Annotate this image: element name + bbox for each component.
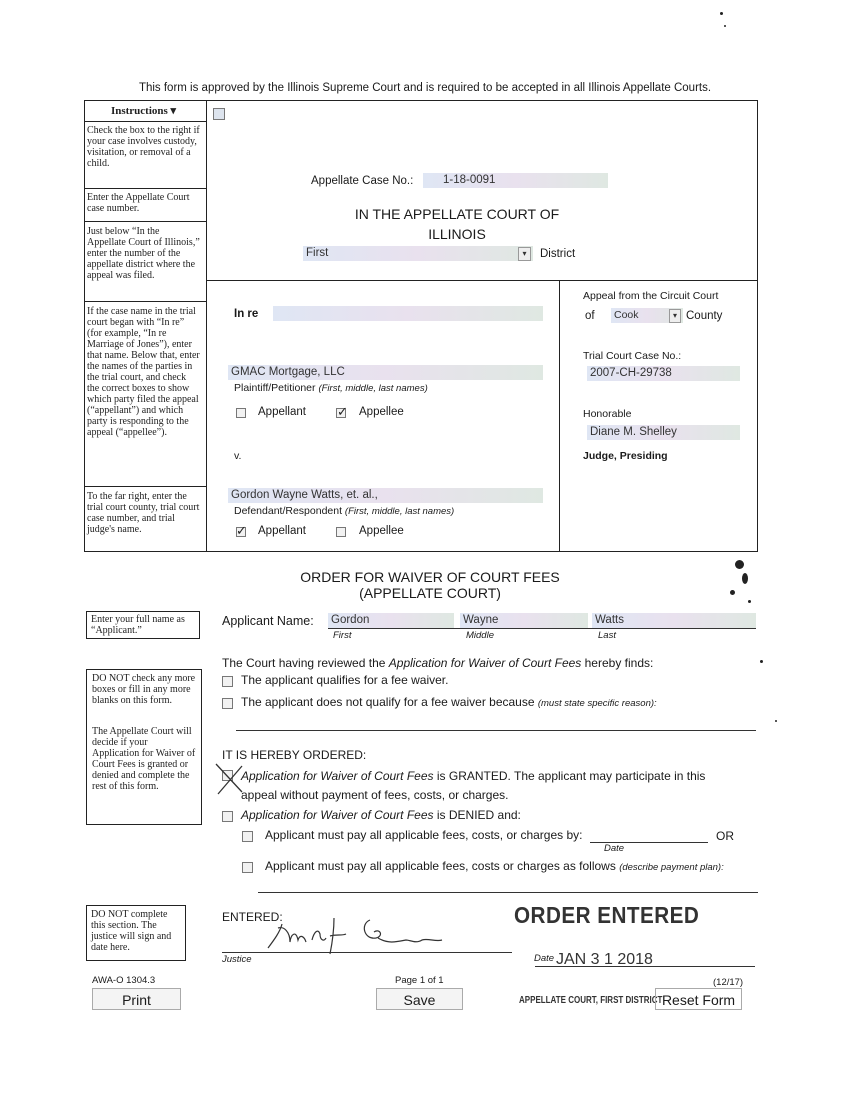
qualifies-label: The applicant qualifies for a fee waiver. bbox=[241, 673, 449, 687]
plaintiff-appellee-label: Appellee bbox=[359, 406, 404, 418]
scan-speck bbox=[760, 660, 763, 663]
pay-follows-label: Applicant must pay all applicable fees, costs or charges as follows (describe payment plan): bbox=[265, 859, 724, 873]
date-caption: Date bbox=[604, 843, 625, 854]
granted-text: Application for Waiver of Court Fees is GRANTED. The applicant may participate in this bbox=[241, 769, 706, 783]
case-no-label: Appellate Case No.: bbox=[311, 175, 414, 187]
name-hint: (First, middle, last names) bbox=[318, 383, 428, 394]
payment-plan-line bbox=[258, 892, 758, 893]
scan-speck bbox=[775, 720, 777, 722]
defendant-appellee-checkbox[interactable] bbox=[336, 527, 346, 537]
defendant-field[interactable]: Gordon Wayne Watts, et. al., bbox=[228, 488, 543, 503]
instr-county: To the far right, enter the trial court county, trial court case number, and trial judge's name. bbox=[87, 491, 200, 535]
page-number: Page 1 of 1 bbox=[395, 975, 444, 986]
chevron-down-icon[interactable]: ▾ bbox=[669, 309, 681, 323]
not-qualify-label: The applicant does not qualify for a fee waiver because (must state specific reason): bbox=[241, 695, 657, 709]
header-divider bbox=[207, 280, 757, 281]
instr-do-not-check-2: The Appellate Court will decide if your Application for Waiver of Court Fees is granted or denied and complete the rest of this form. bbox=[92, 726, 196, 792]
district-value: First bbox=[306, 247, 329, 259]
justice-line bbox=[222, 952, 512, 953]
instr-district: Just below “In the Appellate Court of Illinois,” enter the number of the appellate district where the appeal was filed. bbox=[87, 226, 200, 281]
order-subtitle: (APPELLATE COURT) bbox=[359, 585, 501, 601]
scan-speck bbox=[742, 573, 748, 584]
versus-label: v. bbox=[234, 450, 242, 462]
district-label: District bbox=[540, 248, 576, 260]
plaintiff-field[interactable]: GMAC Mortgage, LLC bbox=[228, 365, 543, 380]
custody-checkbox[interactable] bbox=[213, 108, 225, 120]
form-id: AWA-O 1304.3 bbox=[92, 975, 156, 986]
scan-speck bbox=[748, 600, 751, 603]
denied-text: Application for Waiver of Court Fees is DENIED and: bbox=[241, 808, 521, 822]
applicant-name-label: Applicant Name: bbox=[222, 614, 314, 628]
reset-form-button[interactable]: Reset Form bbox=[655, 988, 742, 1010]
applicant-middle-field[interactable]: Wayne bbox=[460, 613, 588, 628]
stamp-date: JAN 3 1 2018 bbox=[556, 951, 653, 968]
trial-case-number-field[interactable]: 2007-CH-29738 bbox=[587, 366, 740, 381]
instr-do-not-check-1: DO NOT check any more boxes or fill in any more blanks on this form. bbox=[92, 673, 196, 706]
pay-follows-checkbox[interactable] bbox=[242, 862, 253, 873]
order-entered-stamp: ORDER ENTERED bbox=[514, 902, 700, 928]
entered-label: ENTERED: bbox=[222, 910, 283, 924]
instr-full-name-box: Enter your full name as “Applicant.” bbox=[86, 611, 200, 639]
pay-by-label: Applicant must pay all applicable fees, costs, or charges by: bbox=[265, 828, 583, 842]
instr-do-not-complete-box: DO NOT complete this section. The justice will sign and date here. bbox=[86, 905, 186, 961]
order-title: ORDER FOR WAIVER OF COURT FEES bbox=[300, 569, 560, 585]
county-label: County bbox=[686, 310, 723, 322]
denied-checkbox[interactable] bbox=[222, 811, 233, 822]
judge-presiding-label: Judge, Presiding bbox=[583, 450, 668, 462]
pay-by-checkbox[interactable] bbox=[242, 831, 253, 842]
instructions-toggle[interactable]: Instructions ▾ bbox=[110, 105, 177, 117]
applicant-last-field[interactable]: Watts bbox=[592, 613, 756, 628]
not-qualify-checkbox[interactable] bbox=[222, 698, 233, 709]
plaintiff-appellant-label: Appellant bbox=[258, 406, 306, 418]
scan-speck bbox=[724, 25, 726, 27]
check-icon: ✓ bbox=[236, 523, 247, 538]
ordered-heading: IT IS HEREBY ORDERED: bbox=[222, 748, 367, 762]
scan-speck bbox=[730, 590, 735, 595]
of-label: of bbox=[585, 310, 595, 322]
justice-caption: Justice bbox=[222, 954, 252, 965]
check-icon: ✓ bbox=[337, 404, 348, 419]
granted-text-2: appeal without payment of fees, costs, or charges. bbox=[241, 788, 509, 802]
defendant-caption: Defendant/Respondent (First, middle, last names) bbox=[234, 505, 455, 517]
honorable-label: Honorable bbox=[583, 408, 632, 420]
plaintiff-appellant-checkbox[interactable] bbox=[236, 408, 246, 418]
scan-speck bbox=[720, 12, 723, 15]
district-select[interactable] bbox=[303, 246, 533, 261]
plaintiff-caption: Plaintiff/Petitioner (First, middle, last names) bbox=[234, 382, 428, 394]
appellate-case-number-field[interactable]: 1-18-0091 bbox=[423, 173, 608, 188]
instr-parties: If the case name in the trial court began with “In re” (for example, “In re Marriage of Jones”), enter that name. Below that, enter the names of the parties in the trial court, and check the correct boxes to show which party filed the appeal (“appellant”) and which party is responding to the appeal (“appellee”). bbox=[87, 306, 200, 438]
revision-date: (12/17) bbox=[713, 977, 744, 988]
scan-speck bbox=[735, 560, 744, 569]
in-re-label: In re bbox=[234, 308, 259, 320]
appellate-court-stamp: APPELLATE COURT, FIRST DISTRICT bbox=[519, 995, 663, 1006]
date-caption-2: Date bbox=[534, 953, 555, 964]
circuit-divider bbox=[559, 280, 560, 552]
last-caption: Last bbox=[598, 630, 616, 641]
court-title-line2: ILLINOIS bbox=[428, 226, 486, 242]
trial-case-label: Trial Court Case No.: bbox=[583, 350, 682, 362]
judge-name-field[interactable]: Diane M. Shelley bbox=[587, 425, 740, 440]
defendant-appellant-label: Appellant bbox=[258, 525, 306, 537]
appeal-from-label: Appeal from the Circuit Court bbox=[583, 290, 719, 302]
instructions-divider bbox=[206, 100, 207, 552]
instructions-header-cell[interactable] bbox=[84, 104, 203, 120]
instr-custody: Check the box to the right if your case involves custody, visitation, or removal of a child. bbox=[87, 125, 200, 169]
in-re-field[interactable] bbox=[273, 306, 543, 321]
county-value: Cook bbox=[614, 309, 639, 321]
name-hint-2: (First, middle, last names) bbox=[344, 506, 455, 517]
save-button[interactable]: Save bbox=[376, 988, 463, 1010]
county-select[interactable] bbox=[611, 308, 683, 323]
reason-line bbox=[236, 730, 756, 731]
print-button[interactable]: Print bbox=[92, 988, 181, 1010]
or-label: OR bbox=[716, 829, 734, 843]
first-caption: First bbox=[333, 630, 352, 641]
court-title-line1: IN THE APPELLATE COURT OF bbox=[354, 206, 560, 222]
chevron-down-icon[interactable]: ▾ bbox=[518, 247, 531, 261]
approval-banner: This form is approved by the Illinois Supreme Court and is required to be accepted in all Illinois Appellate Courts. bbox=[138, 82, 712, 94]
instr-case-number: Enter the Appellate Court case number. bbox=[87, 192, 190, 214]
court-finds-text: The Court having reviewed the Application for Waiver of Court Fees hereby finds: bbox=[222, 656, 654, 670]
middle-caption: Middle bbox=[466, 630, 494, 641]
qualifies-checkbox[interactable] bbox=[222, 676, 233, 687]
defendant-appellee-label: Appellee bbox=[359, 525, 404, 537]
applicant-first-field[interactable]: Gordon bbox=[328, 613, 454, 628]
